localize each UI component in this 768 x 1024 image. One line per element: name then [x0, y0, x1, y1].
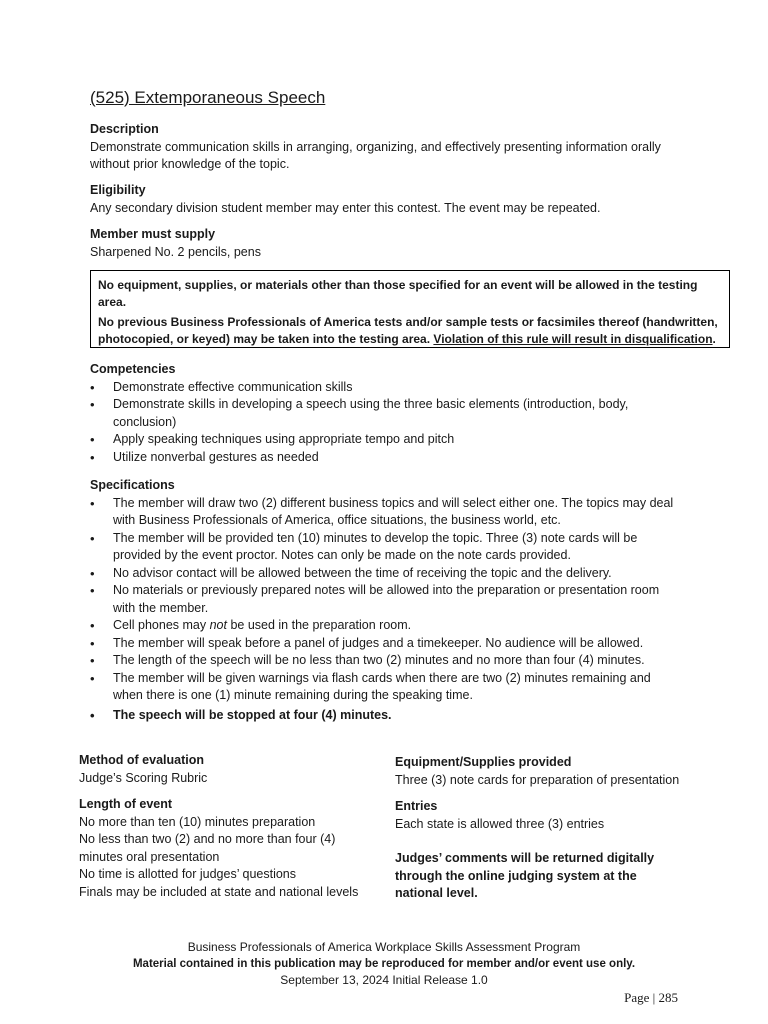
list-item: • The member will be given warnings via flash cards when there are two (2) minutes remaining and when there is one (1) minute remaining during the speaking time. [90, 670, 680, 705]
method-of-evaluation-text: Judge’s Scoring Rubric [79, 770, 208, 785]
entries-heading: Entries [395, 799, 438, 813]
page-title: (525) Extemporaneous Speech [90, 88, 326, 107]
length-line: Finals may be included at state and national levels [79, 884, 359, 899]
competencies-heading: Competencies [90, 362, 176, 376]
length-line: No time is allotted for judges’ questions [79, 867, 297, 881]
description-section [90, 121, 680, 174]
list-item-speech-stopped: • The speech will be stopped at four (4) minutes. [90, 707, 680, 725]
cell-phones-text-start: Cell phones may [113, 618, 210, 632]
entries-text: Each state is allowed three (3) entries [395, 816, 605, 831]
member-supply-section [90, 226, 680, 261]
footer-release-date: September 13, 2024 Initial Release 1.0 [280, 973, 488, 987]
length-of-event-heading: Length of event [79, 797, 173, 811]
footer-reproduction-notice: Material contained in this publication may be reproduced for member and/or event use only. [132, 957, 636, 970]
length-line: No less than two (2) and no more than four (4) minutes oral presentation [79, 832, 336, 864]
footer-program-name: Business Professionals of America Workplace Skills Assessment Program [187, 940, 581, 954]
notice-tests-text: No previous Business Professionals of America tests and/or sample tests or facsimiles thereof (handwritten, photocopied, or keyed) may be taken into the testing area. [98, 315, 718, 346]
list-item-cell-phones [90, 617, 680, 635]
cell-phones-text-end: be used in the preparation room. [226, 618, 412, 632]
list-item: • Demonstrate effective communication skills [90, 379, 680, 397]
list-item: • The length of the speech will be no less than two (2) minutes and no more than four (4) minutes. [90, 652, 680, 670]
list-item: • The member will speak before a panel of judges and a timekeeper. No audience will be allowed. [90, 635, 680, 653]
cell-phones-emphasis: not [209, 618, 227, 632]
list-item: • The member will be provided ten (10) minutes to develop the topic. Three (3) note cards will be provided by the event proctor. Notes can only be made on the note cards provided. [90, 530, 680, 565]
list-item: • Apply speaking techniques using appropriate tempo and pitch [90, 431, 680, 449]
competencies-list [90, 379, 680, 467]
left-info-column [79, 752, 364, 901]
notice-line-tests [98, 314, 722, 347]
method-of-evaluation-heading: Method of evaluation [79, 753, 204, 767]
eligibility-text: Any secondary division student member may enter this contest. The event may be repeated. [90, 200, 601, 215]
notice-period: . [712, 331, 716, 346]
notice-line-equipment: No equipment, supplies, or materials other than those specified for an event will be allowed in the testing area. [98, 278, 698, 309]
list-item: • Utilize nonverbal gestures as needed [90, 449, 680, 467]
list-item: • Demonstrate skills in developing a speech using the three basic elements (introduction, body, conclusion) [90, 396, 680, 431]
competencies-section [90, 361, 680, 466]
specifications-section [90, 477, 680, 724]
equipment-provided-heading: Equipment/Supplies provided [395, 755, 572, 769]
notice-disqualification-text: Violation of this rule will result in disqualification [433, 331, 713, 346]
notice-box [90, 270, 730, 348]
specifications-heading: Specifications [90, 478, 175, 492]
member-supply-heading: Member must supply [90, 227, 216, 241]
judges-comments-note: Judges’ comments will be returned digitally through the online judging system at the national level. [395, 851, 655, 900]
list-item: • The member will draw two (2) different business topics and will select either one. The topics may deal with Business Professionals of America, office situations, the business world, etc. [90, 495, 680, 530]
right-info-column [395, 754, 680, 903]
equipment-provided-text: Three (3) note cards for preparation of presentation [395, 772, 680, 787]
page-footer [0, 939, 768, 989]
description-text: Demonstrate communication skills in arranging, organizing, and effectively presenting information orally without prior knowledge of the topic. [90, 139, 661, 171]
eligibility-section [90, 182, 680, 217]
list-item: • No advisor contact will be allowed between the time of receiving the topic and the delivery. [90, 565, 680, 583]
eligibility-heading: Eligibility [90, 183, 146, 197]
specifications-list [90, 495, 680, 725]
list-item: • No materials or previously prepared notes will be allowed into the preparation or presentation room with the member. [90, 582, 680, 617]
length-line: No more than ten (10) minutes preparation [79, 814, 316, 829]
description-heading: Description [90, 122, 159, 136]
page-number: Page | 285 [624, 990, 678, 1005]
member-supply-text: Sharpened No. 2 pencils, pens [90, 244, 261, 259]
